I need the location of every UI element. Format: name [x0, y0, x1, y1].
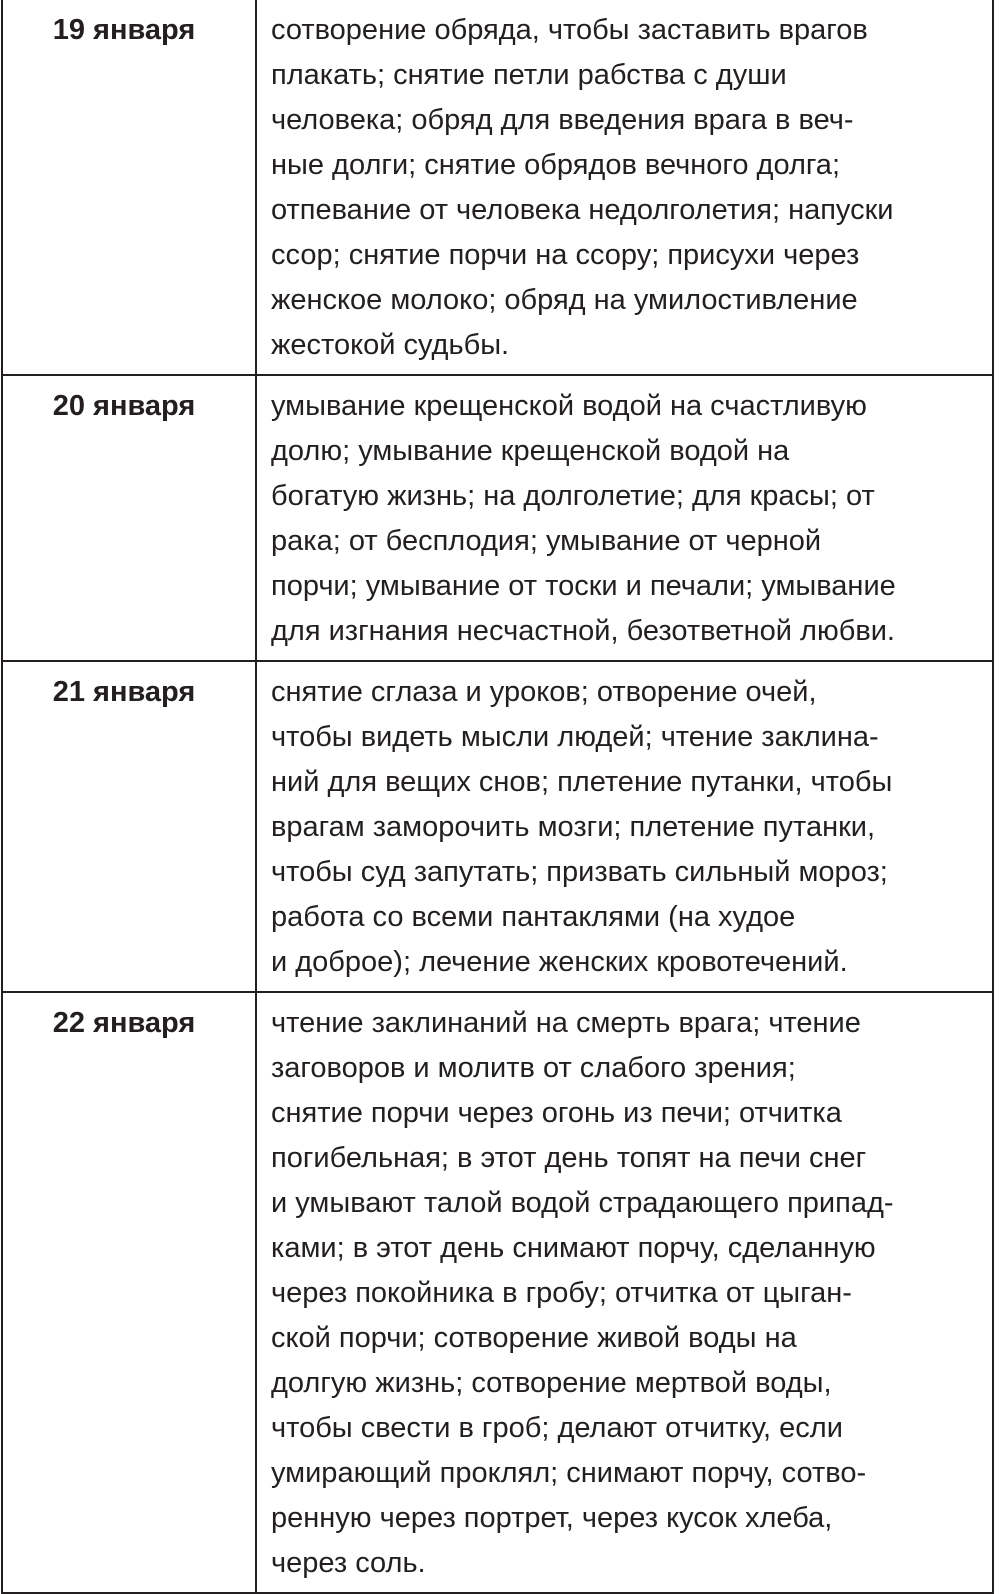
description-line: ренную через портрет, через кусок хлеба,: [271, 1502, 833, 1534]
description-line: через покойника в гробу; отчитка от цыган-: [271, 1277, 852, 1309]
table-row: [2, 992, 993, 1593]
description-line: человека; обряд для введения врага в веч-: [271, 104, 854, 136]
description-line: для изгнания несчастной, безответной любви.: [271, 615, 895, 647]
description-line: ные долги; снятие обрядов вечного долга;: [271, 149, 840, 181]
date-cell: 21 января: [2, 661, 256, 992]
date-cell: 22 января: [2, 992, 256, 1593]
table-row: [2, 661, 993, 992]
description-cell: [256, 0, 993, 375]
description-line: чтобы свести в гроб; делают отчитку, если: [271, 1412, 843, 1444]
description-line: умирающий проклял; снимают порчу, сотво-: [271, 1457, 867, 1489]
description-line: снятие сглаза и уроков; отворение очей,: [271, 676, 817, 708]
description-line: работа со всеми пантаклями (на худое: [271, 901, 796, 933]
description-line: врагам заморочить мозги; плетение путанки,: [271, 811, 876, 843]
date-cell: 20 января: [2, 375, 256, 661]
description-line: богатую жизнь; на долголетие; для красы; от: [271, 480, 875, 512]
description-line: умывание крещенской водой на счастливую: [271, 390, 867, 422]
description-line: порчи; умывание от тоски и печали; умывание: [271, 570, 896, 602]
description-line: долю; умывание крещенской водой на: [271, 435, 790, 467]
description-line: рака; от бесплодия; умывание от черной: [271, 525, 822, 557]
calendar-table: [1, 0, 994, 1594]
description-line: заговоров и молитв от слабого зрения;: [271, 1052, 796, 1084]
description-line: ками; в этот день снимают порчу, сделанную: [271, 1232, 876, 1264]
description-line: жестокой судьбы.: [271, 329, 510, 361]
date-cell: 19 января: [2, 0, 256, 375]
description-line: ссор; снятие порчи на ссору; присухи через: [271, 239, 860, 271]
description-line: чтение заклинаний на смерть врага; чтение: [271, 1007, 861, 1039]
description-line: плакать; снятие петли рабства с души: [271, 59, 787, 91]
table-row: [2, 375, 993, 661]
description-line: ской порчи; сотворение живой воды на: [271, 1322, 797, 1354]
table-row: [2, 0, 993, 375]
description-cell: [256, 661, 993, 992]
description-line: чтобы суд запутать; призвать сильный мороз;: [271, 856, 888, 888]
description-line: чтобы видеть мысли людей; чтение заклина-: [271, 721, 879, 753]
description-line: погибельная; в этот день топят на печи снег: [271, 1142, 867, 1174]
description-line: сотворение обряда, чтобы заставить врагов: [271, 14, 868, 46]
description-line: женское молоко; обряд на умилостивление: [271, 284, 858, 316]
description-cell: [256, 992, 993, 1593]
description-line: через соль.: [271, 1547, 426, 1579]
description-line: и умывают талой водой страдающего припад-: [271, 1187, 894, 1219]
description-line: снятие порчи через огонь из печи; отчитка: [271, 1097, 842, 1129]
description-line: ний для вещих снов; плетение путанки, чтобы: [271, 766, 893, 798]
description-line: долгую жизнь; сотворение мертвой воды,: [271, 1367, 832, 1399]
description-line: отпевание от человека недолголетия; напуски: [271, 194, 894, 226]
calendar-body: [2, 0, 993, 1593]
description-line: и доброе); лечение женских кровотечений.: [271, 946, 848, 978]
description-cell: [256, 375, 993, 661]
